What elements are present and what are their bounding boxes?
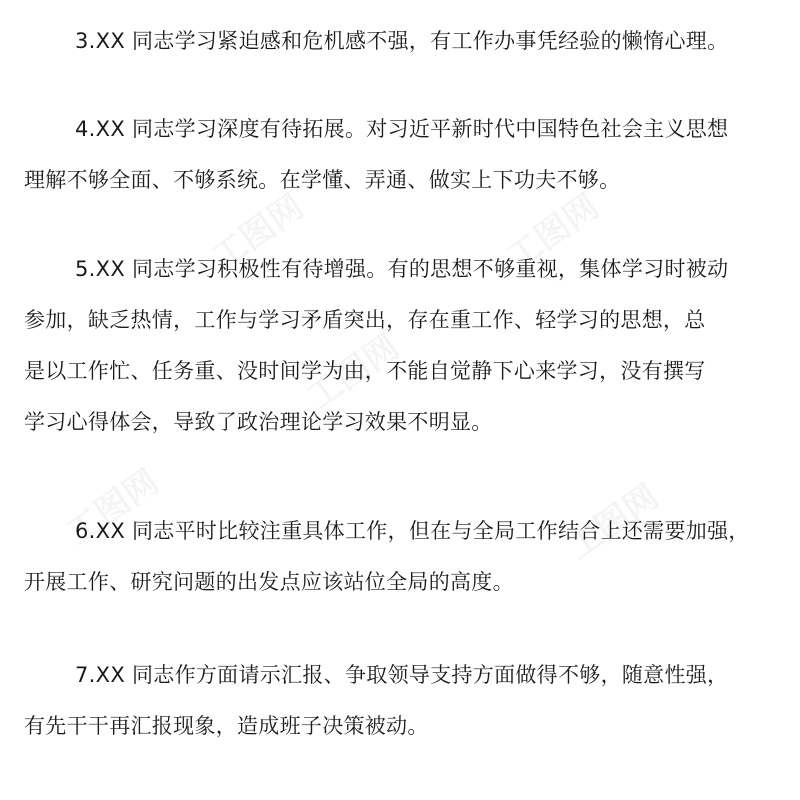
paragraph-line: 3.XX 同志学习紧迫感和危机感不强，有工作办事凭经验的懒惰心理。: [75, 29, 729, 53]
paragraph-item-6: [24, 506, 780, 608]
paragraph-item-4: [24, 104, 780, 206]
paragraph-line: 开展工作、研究问题的出发点应该站位全局的高度。: [24, 570, 514, 594]
paragraph-line: 理解不够全面、不够系统。在学懂、弄通、做实上下功夫不够。: [24, 168, 621, 192]
paragraph-line: 参加，缺乏热情，工作与学习矛盾突出，存在重工作、轻学习的思想，总: [24, 308, 706, 332]
paragraph-line: 7.XX 同志作方面请示汇报、争取领导支持方面做得不够，随意性强，: [75, 663, 729, 687]
paragraph-line: 有先干干再汇报现象，造成班子决策被动。: [24, 714, 429, 738]
paragraph-line: 6.XX 同志平时比较注重具体工作，但在与全局工作结合上还需要加强，: [75, 519, 750, 543]
paragraph-item-7: [24, 650, 780, 752]
paragraph-item-5: [24, 244, 780, 448]
paragraph-line: 5.XX 同志学习积极性有待增强。有的思想不够重视，集体学习时被动: [75, 257, 729, 281]
paragraph-item-3: [24, 16, 780, 67]
paragraph-line: 4.XX 同志学习深度有待拓展。对习近平新时代中国特色社会主义思想: [75, 117, 729, 141]
paragraph-line: 学习心得体会，导致了政治理论学习效果不明显。: [24, 410, 493, 434]
paragraph-line: 是以工作忙、任务重、没时间学为由，不能自觉静下心来学习，没有撰写: [24, 359, 706, 383]
